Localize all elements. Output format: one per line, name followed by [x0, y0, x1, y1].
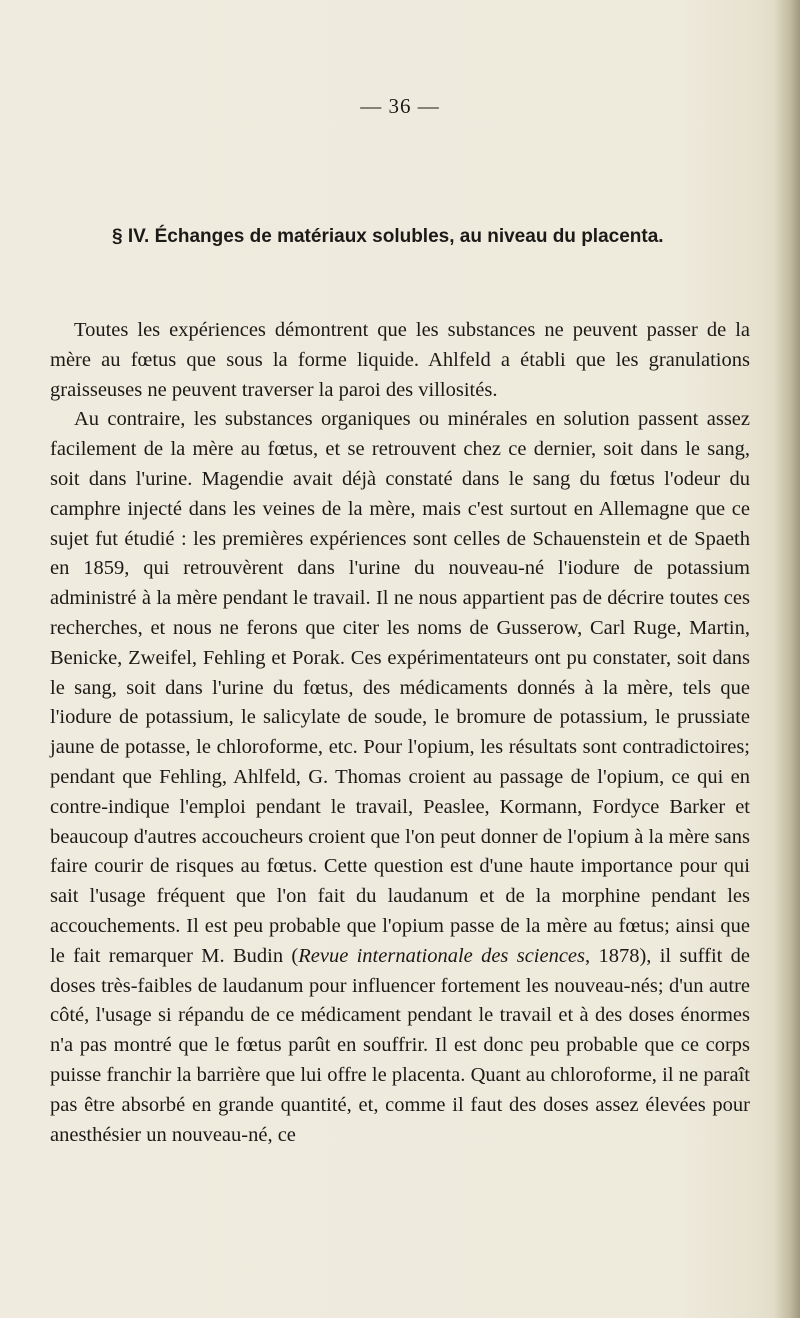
body-text [50, 316, 750, 1150]
paragraph-2-text-start: Au contraire, les substances organiques ou minérales en solution passent assez facilement de la mère au fœtus, et se retrouvent chez ce dernier, soit dans le sang, soit dans l'urine. Magendie avait déjà constaté dans le sang du fœtus l'odeur du camphre injecté dans les veines de la mère, mais c'est surtout en Allemagne que ce sujet fut étudié : les premières expériences sont celles de Schauenstein et de Spaeth en 1859, qui retrouvèrent dans l'urine du nouveau-né l'iodure de potassium administré à la mère pendant le travail. Il ne nous appartient pas de décrire toutes ces recherches, et nous ne ferons que citer les noms de Gusserow, Carl Ruge, Martin, Benicke, Zweifel, Fehling et Porak. Ces expérimentateurs ont pu constater, soit dans le sang, soit dans l'urine du fœtus, des médicaments donnés à la mère, tels que l'iodure de potassium, le salicylate de soude, le bromure de potassium, le prussiate jaune de potasse, le chloroforme, etc. Pour l'opium, les résultats sont contradictoires; pendant que Fehling, Ahlfeld, G. Thomas croient au passage de l'opium, ce qui en contre-indique l'emploi pendant le travail, Peaslee, Kormann, Fordyce Barker et beaucoup d'autres accoucheurs croient que l'on peut donner de l'opium à la mère sans faire courir de risques au fœtus. Cette question est d'une haute importance pour qui sait l'usage fréquent que l'on fait du laudanum et de la morphine pendant les accouchements. Il est peu probable que l'opium passe de la mère au fœtus; ainsi que le fait remarquer M. Budin ( [50, 408, 750, 967]
paragraph-1: Toutes les expériences démontrent que les substances ne peuvent passer de la mère au fœtus que sous la forme liquide. Ahlfeld a établi que les granulations graisseuses ne peuvent traverser la paroi des villosités. [50, 319, 750, 401]
page-number: — 36 — [360, 94, 440, 118]
page-edge-shadow [774, 0, 800, 1318]
section-heading: § IV. Échanges de matériaux solubles, au niveau du placenta. [112, 226, 664, 247]
paragraph-2 [50, 405, 750, 1150]
citation-title: Revue internationale des sciences [298, 944, 586, 967]
paragraph-2-text-end: , 1878), il suffit de doses très-faibles de laudanum pour influencer fortement les nouveau-nés; d'un autre côté, l'usage si répandu de ce médicament pendant le travail et à des doses énormes n'a pas montré que le fœtus parût en souffrir. Il est donc peu probable que ce corps puisse franchir la barrière que lui offre le placenta. Quant au chloroforme, il ne paraît pas être absorbé en grande quantité, et, comme il faut des doses assez élevées pour anesthésier un nouveau-né, ce [50, 944, 750, 1146]
